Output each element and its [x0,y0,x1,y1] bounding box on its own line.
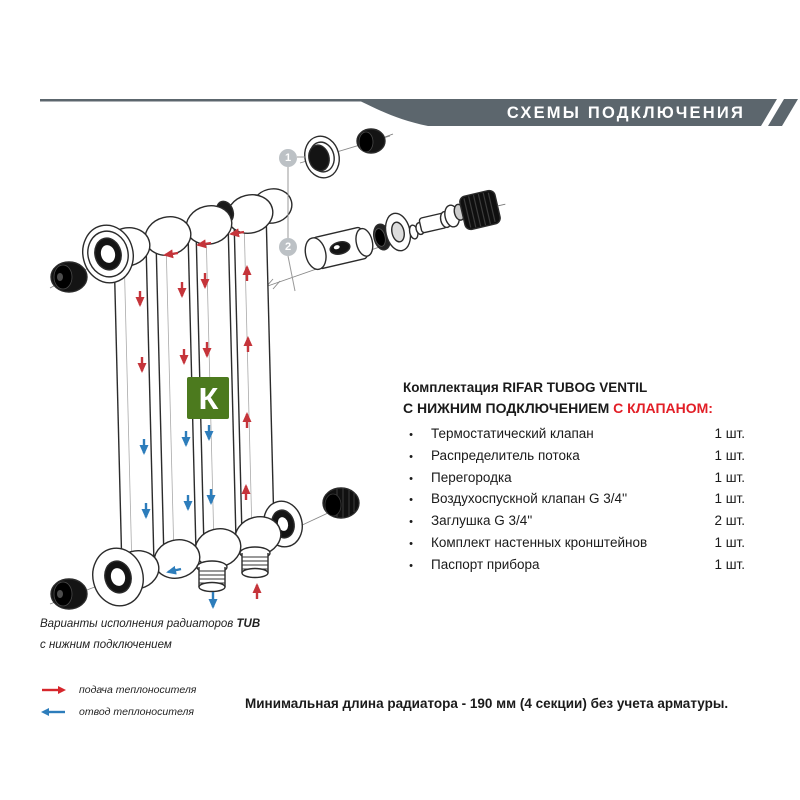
callout-2-badge: 2 [279,238,297,256]
end-cap-bottom-left [51,579,87,609]
legend-return: отвод теплоносителя [40,701,196,723]
parts-list-item: • Комплект настенных кронштейнов 1 шт. [403,533,745,555]
flow-legend [40,679,196,723]
brand-logo [187,377,229,419]
parts-list-subtitle-red: С КЛАПАНОМ: [613,400,713,416]
parts-list-item: • Термостатический клапан 1 шт. [403,424,745,446]
callout-1-badge: 1 [279,149,297,167]
bullet-icon [403,557,419,577]
bullet-icon [403,491,419,511]
page-title: СХЕМЫ ПОДКЛЮЧЕНИЯ [506,104,745,122]
minimum-length-note: Минимальная длина радиатора - 190 мм (4 секции) без учета арматуры. [245,696,729,711]
exploded-part-bushing [300,133,343,182]
parts-list-title: Комплектация RIFAR TUBOG VENTIL [403,380,648,395]
bullet-icon [403,448,419,468]
supply-arrow-icon [40,685,67,695]
bullet-icon [403,470,419,490]
legend-supply: подача теплоносителя [40,679,196,701]
parts-list-item: • Воздухоспускной клапан G 3/4'' 1 шт. [403,489,745,511]
parts-list-item: • Распределитель потока 1 шт. [403,446,745,468]
thermostat-knob [459,188,510,231]
parts-list [403,380,745,577]
bullet-icon [403,426,419,446]
parts-list-subtitle-black: С НИЖНИМ ПОДКЛЮЧЕНИЕМ [403,400,610,416]
parts-list-item: • Перегородка 1 шт. [403,468,745,490]
return-arrow-icon [40,707,67,717]
bullet-icon [403,535,419,555]
bottom-collector [87,497,307,611]
diagram-caption: Варианты исполнения радиаторов TUB с нижним подключением [40,618,261,651]
parts-list-item: • Паспорт прибора 1 шт. [403,555,745,577]
parts-list-subtitle [403,400,745,416]
exploded-valve-assembly [302,188,509,272]
brand-logo-letter: К [198,380,218,416]
end-cap-top-left [51,262,87,292]
end-cap-bottom-right [323,488,359,518]
parts-list-item: • Заглушка G 3/4'' 2 шт. [403,511,745,533]
exploded-part-cap [357,129,393,153]
bullet-icon [403,513,419,533]
callout-lines [288,157,305,291]
